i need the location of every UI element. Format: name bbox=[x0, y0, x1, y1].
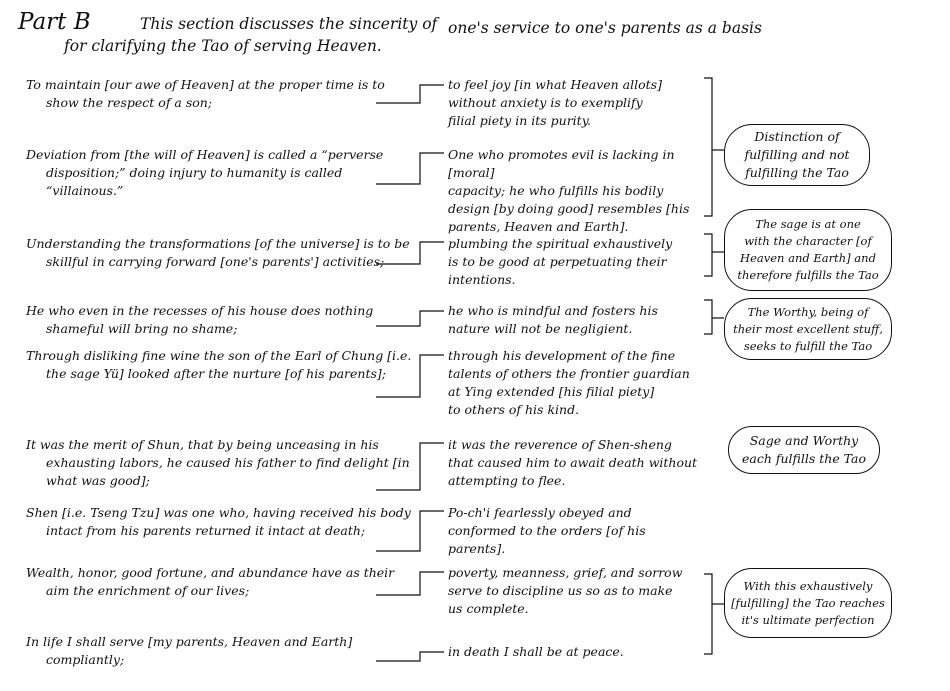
header-line1-left: This section discusses the sincerity of bbox=[140, 15, 438, 33]
right-line: design [by doing good] resembles [his bbox=[448, 201, 690, 216]
right-line: without anxiety is to exemplify bbox=[448, 95, 643, 110]
right-line: Po-ch'i fearlessly obeyed and bbox=[448, 505, 632, 520]
right-line: is to be good at perpetuating their bbox=[448, 254, 667, 269]
note-line: their most excellent stuff, bbox=[733, 321, 883, 336]
right-line: plumbing the spiritual exhaustively bbox=[448, 236, 673, 251]
note-line: [fulfilling] the Tao reaches bbox=[731, 595, 885, 610]
right-line: One who promotes evil is lacking in [moral] bbox=[448, 147, 675, 180]
left-text-row-7: Shen [i.e. Tseng Tzu] was one who, having received his body intact from his parents returned it intact at death; bbox=[26, 505, 411, 538]
right-line: to feel joy [in what Heaven allots] bbox=[448, 77, 662, 92]
note-line: fulfilling and not bbox=[744, 147, 850, 162]
left-text-row-2: Deviation from [the will of Heaven] is called a “perverse disposition;” doing injury to humanity is called “villainous.” bbox=[26, 147, 384, 198]
right-line: talents of others the frontier guardian bbox=[448, 366, 690, 381]
right-line: it was the reverence of Shen-sheng bbox=[448, 437, 672, 452]
right-line: in death I shall be at peace. bbox=[448, 644, 624, 659]
left-text-row-9: In life I shall serve [my parents, Heaven and Earth] compliantly; bbox=[26, 634, 353, 667]
header-line2: for clarifying the Tao of serving Heaven. bbox=[64, 37, 382, 55]
bracket-3 bbox=[704, 300, 712, 334]
right-line: through his development of the fine bbox=[448, 348, 676, 363]
right-line: us complete. bbox=[448, 601, 529, 616]
note-line: therefore fulfills the Tao bbox=[737, 268, 879, 282]
right-line: that caused him to await death without bbox=[448, 455, 698, 470]
left-text-row-4: He who even in the recesses of his house does nothing shameful will bring no shame; bbox=[26, 303, 374, 336]
right-line: capacity; he who fulfills his bodily bbox=[448, 183, 664, 198]
note-line: Heaven and Earth] and bbox=[740, 251, 876, 265]
note-line: each fulfills the Tao bbox=[741, 451, 867, 466]
left-text-row-6: It was the merit of Shun, that by being unceasing in his exhausting labors, he caused his father to find delight [in what was good]; bbox=[26, 437, 410, 488]
note-line: The sage is at one bbox=[755, 217, 861, 231]
left-text-row-1: To maintain [our awe of Heaven] at the proper time is to show the respect of a son; bbox=[26, 77, 385, 110]
right-line: serve to discipline us so as to make bbox=[448, 583, 673, 598]
bracket-1 bbox=[704, 78, 712, 216]
right-line: parents, Heaven and Earth]. bbox=[448, 219, 629, 234]
note-line: Distinction of bbox=[754, 129, 840, 144]
right-line: nature will not be negligient. bbox=[448, 321, 633, 336]
note-line: With this exhaustively bbox=[743, 578, 873, 593]
header-line1-right: one's service to one's parents as a basis bbox=[448, 19, 762, 37]
left-text-row-5: Through disliking fine wine the son of the Earl of Chung [i.e. the sage Yü] looked after the nurture [of his parents]; bbox=[26, 348, 412, 381]
right-line: to others of his kind. bbox=[448, 402, 580, 417]
bracket-4 bbox=[704, 574, 712, 654]
right-line: filial piety in its purity. bbox=[448, 113, 592, 128]
note-line: fulfilling the Tao bbox=[745, 165, 849, 180]
note-box-1 bbox=[724, 124, 870, 186]
left-text-row-8: Wealth, honor, good fortune, and abundance have as their aim the enrichment of our lives; bbox=[26, 565, 395, 598]
right-line: at Ying extended [his filial piety] bbox=[448, 384, 655, 399]
right-line: he who is mindful and fosters his bbox=[448, 303, 658, 318]
note-box-4 bbox=[728, 426, 880, 474]
part-label: Part B bbox=[18, 9, 91, 35]
note-line: with the character [of bbox=[744, 234, 872, 248]
right-text-row-5 bbox=[448, 347, 703, 419]
right-text-row-9 bbox=[448, 643, 703, 661]
note-box-3 bbox=[724, 298, 892, 360]
note-line: The Worthy, being of bbox=[747, 304, 869, 319]
left-text-row-3: Understanding the transformations [of the universe] is to be skillful in carrying forward [one's parents'] activities; bbox=[26, 236, 410, 269]
bracket-2 bbox=[704, 234, 712, 276]
right-text-row-1 bbox=[448, 76, 703, 130]
right-text-row-4 bbox=[448, 302, 703, 338]
right-line: intentions. bbox=[448, 272, 516, 287]
note-line: Sage and Worthy bbox=[749, 433, 859, 448]
note-line: it's ultimate perfection bbox=[741, 612, 875, 627]
note-box-5 bbox=[724, 568, 892, 638]
right-text-row-7 bbox=[448, 504, 703, 558]
note-line: seeks to fulfill the Tao bbox=[743, 338, 873, 353]
right-line: attempting to flee. bbox=[448, 473, 566, 488]
right-line: poverty, meanness, grief, and sorrow bbox=[448, 565, 683, 580]
note-box-2 bbox=[724, 209, 892, 291]
right-line: conformed to the orders [of his parents]. bbox=[448, 523, 646, 556]
right-text-row-6 bbox=[448, 436, 703, 490]
right-text-row-3 bbox=[448, 235, 703, 289]
right-text-row-8 bbox=[448, 564, 703, 618]
right-text-row-2 bbox=[448, 146, 703, 236]
